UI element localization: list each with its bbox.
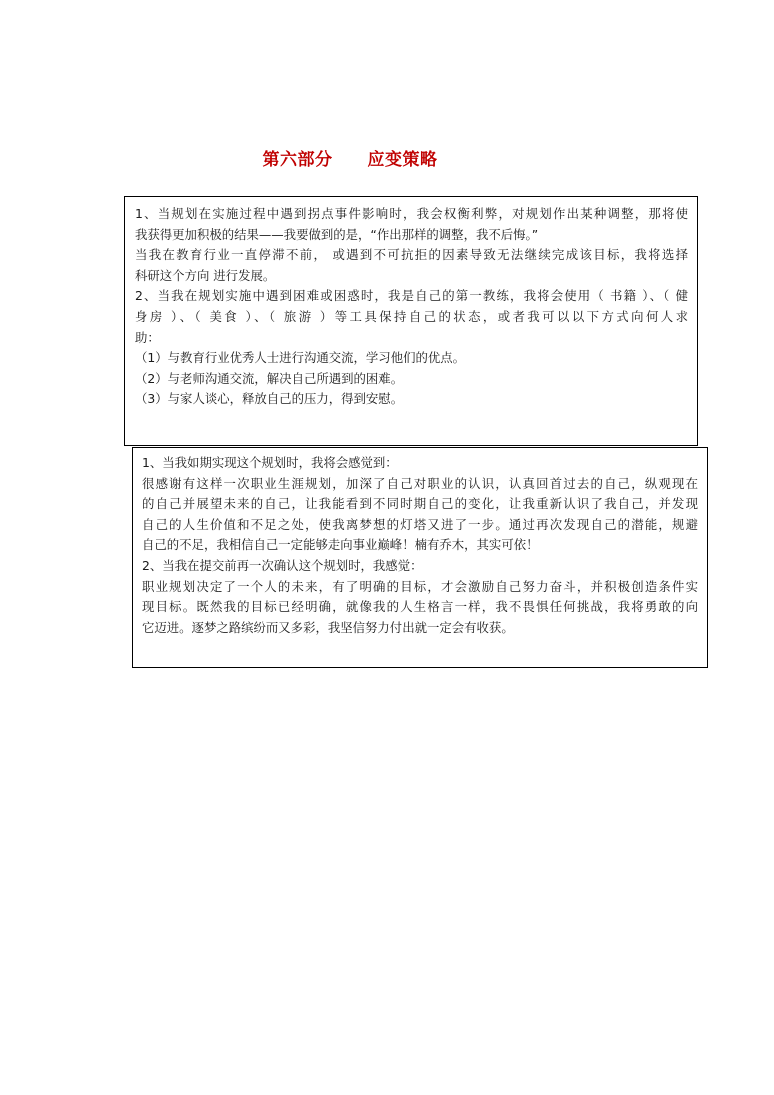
text-line: 当我在教育行业一直停滞不前， 或遇到不可抗拒的因素导致无法继续完成该目标，我将选择 xyxy=(135,247,688,263)
text-line: 自己的不足，我相信自己一定能够走向事业巅峰！楠有乔木，其实可依！ xyxy=(142,537,539,553)
text-line: 1、当规划在实施过程中遇到拐点事件影响时，我会权衡利弊，对规划作出某种调整，那将使 xyxy=(135,206,688,221)
text-line: 职业规划决定了一个人的未来，有了明确的目标，才会激励自己努力奋斗，并积极创造条件实 xyxy=(142,578,698,594)
text-line: 助： xyxy=(135,329,160,345)
text-line: 现目标。既然我的目标已经明确，就像我的人生格言一样，我不畏惧任何挑战，我将勇敢的向 xyxy=(142,599,698,615)
text-line: 2、当我在提交前再一次确认这个规划时，我感觉： xyxy=(142,557,423,573)
text-line: （3）与家人谈心，释放自己的压力，得到安慰。 xyxy=(135,391,404,407)
text-line: 自己的人生价值和不足之处，使我离梦想的灯塔又进了一步。通过再次发现自己的潜能，规避 xyxy=(142,516,698,532)
text-line: 2、当我在规划实施中遇到困难或困惑时，我是自己的第一教练，我将会使用（ 书籍 ）、（ 健 xyxy=(135,288,688,304)
text-line: 科研这个方向 进行发展。 xyxy=(135,267,276,283)
text-line: （1）与教育行业优秀人士进行沟通交流，学习他们的优点。 xyxy=(135,350,466,366)
text-line: 它迈进。逐梦之路缤纷而又多彩，我坚信努力付出就一定会有收获。 xyxy=(142,619,514,635)
page-title: 第六部分 应变策略 xyxy=(262,150,438,170)
text-line: 的自己并展望未来的自己，让我能看到不同时期自己的变化，让我重新认识了我自己，并发现 xyxy=(142,496,698,512)
text-line: 我获得更加积极的结果——我要做到的是，“作出那样的调整，我不后悔。” xyxy=(135,226,539,242)
text-line: 身房 ）、（ 美食 ）、（ 旅游 ）等工具保持自己的状态，或者我可以以下方式向何人求 xyxy=(135,308,688,324)
reflection-box xyxy=(132,447,708,668)
contingency-strategy-box xyxy=(124,196,698,446)
text-line: （2）与老师沟通交流，解决自己所遇到的困难。 xyxy=(135,370,404,386)
text-line: 1、当我如期实现这个规划时，我将会感觉到： xyxy=(142,455,398,470)
text-line: 很感谢有这样一次职业生涯规划，加深了自己对职业的认识，认真回首过去的自己，纵观现在 xyxy=(142,475,698,491)
